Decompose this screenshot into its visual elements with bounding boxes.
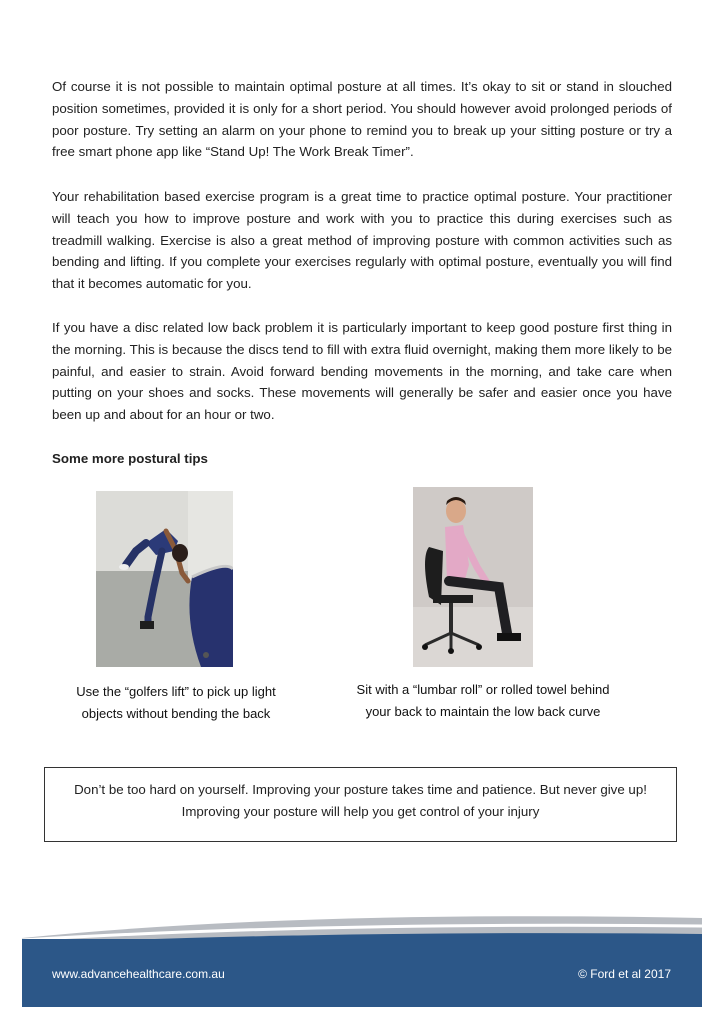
copyright-notice: © Ford et al 2017 [578,967,671,981]
caption-line: objects without bending the back [81,706,271,721]
encouragement-callout [44,767,677,842]
lumbar-roll-photo [413,487,533,667]
caption-line: Sit with a “lumbar roll” or rolled towel behind [356,682,610,697]
caption-line: your back to maintain the low back curve [365,704,601,719]
website-link[interactable]: www.advancehealthcare.com.au [52,967,225,981]
lumbar-roll-caption [335,679,631,723]
tips-heading: Some more postural tips [52,451,208,466]
paragraph-disc-problem: If you have a disc related low back problem it is particularly important to keep good posture first thing in the morning. This is because the discs tend to fill with extra fluid overnight, making them more likely to be painful, and easier to strain. Avoid forward bending movements in the morning, and take care when putting on your shoes and socks. These movements will generally be safer and easier once you have been up and about for an hour or two. [52,320,672,423]
golfers-lift-caption [52,681,300,725]
footer-bar [22,939,702,1007]
callout-line-2: Improving your posture will help you get control of your injury [181,804,540,819]
paragraph-posture-breaks: Of course it is not possible to maintain optimal posture at all times. It’s okay to sit or stand in slouched position sometimes, provided it is only for a short period. You should however avoid prolonged periods of poor posture. Try setting an alarm on your phone to remind you to break up your sitting posture or try a free smart phone app like “Stand Up! The Work Break Timer”. [52,79,672,160]
caption-line: Use the “golfers lift” to pick up light [76,684,276,699]
golfers-lift-photo [96,491,233,667]
callout-line-1: Don’t be too hard on yourself. Improving your posture takes time and patience. But never give up! [74,782,647,797]
paragraph-exercise-program: Your rehabilitation based exercise program is a great time to practice optimal posture. Your practitioner will teach you how to improve posture and work with you to practice this during exercises such as treadmill walking. Exercise is also a great method of improving posture with common activities such as bending and lifting. If you complete your exercises regularly with optimal posture, eventually you will find that it becomes automatic for you. [52,189,672,292]
